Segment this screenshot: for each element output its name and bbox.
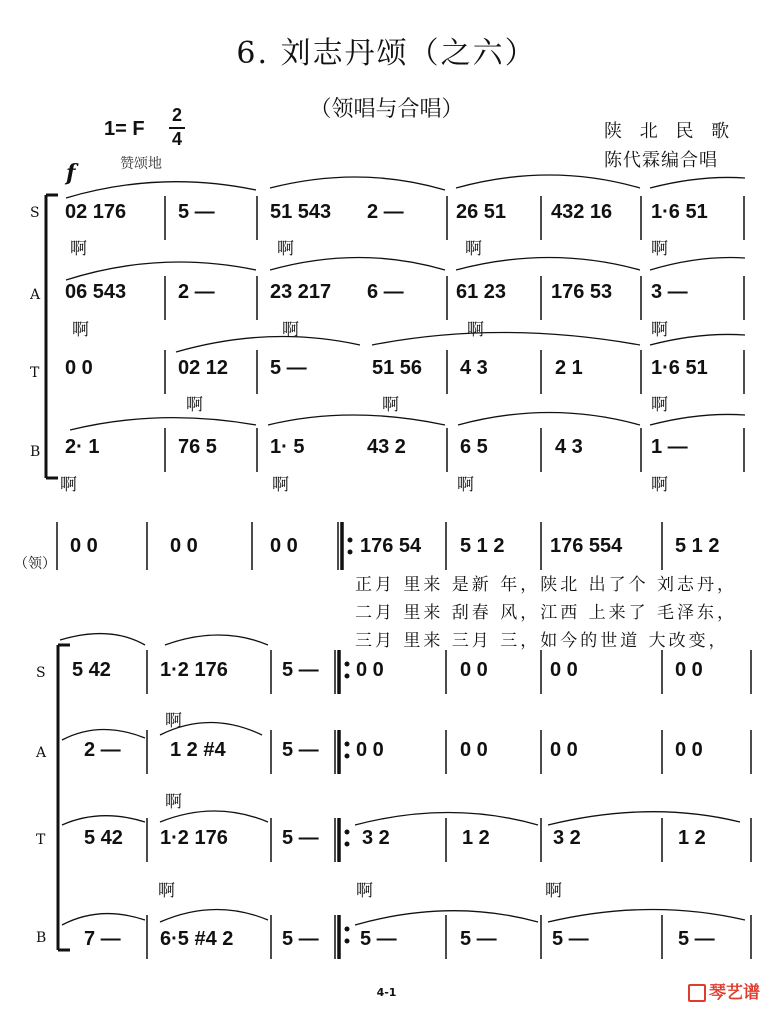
note-group: 5 1 2 [460, 535, 505, 557]
lyric: 啊 [651, 395, 668, 415]
lyric: 啊 [72, 320, 89, 340]
note-group: 5 — [282, 739, 319, 761]
note-group: 0 0 [675, 659, 703, 681]
note-group: 26 51 [456, 201, 507, 223]
note-group: 0 0 [270, 535, 298, 557]
note-group: 02 176 [65, 201, 127, 223]
lyric: 啊 [165, 792, 182, 812]
note-group: 2 — [84, 739, 121, 761]
note-group: 1· 5 [270, 436, 305, 458]
note-group: 0 0 [460, 659, 488, 681]
note-group: 5 — [678, 928, 715, 950]
note-group: 0 0 [550, 659, 578, 681]
page-number: 4-1 [376, 986, 397, 999]
lyric: 啊 [356, 881, 373, 901]
note-group: 1·2 176 [160, 827, 228, 849]
lyric: 啊 [467, 320, 484, 340]
verse-3: 三月 里来 三月 三，如今的世道 大改变， [355, 631, 729, 651]
note-group: 5 — [460, 928, 497, 950]
note-group: 2 1 [555, 357, 583, 379]
note-group: 5 — [552, 928, 589, 950]
note-group: 0 0 [356, 739, 384, 761]
part-label-t1: T [30, 365, 40, 381]
note-group: 2 — [367, 201, 404, 223]
note-group: 1·6 51 [651, 357, 708, 379]
time-signature-top: 2 [172, 105, 183, 125]
lyric: 啊 [651, 320, 668, 340]
note-group: 0 0 [170, 535, 198, 557]
note-group: 1 2 [462, 827, 490, 849]
song-title: 6. 刘志丹颂（之六） [236, 36, 537, 71]
lyric: 啊 [60, 475, 77, 495]
note-group: 06 543 [65, 281, 127, 303]
lyric: 啊 [651, 239, 668, 259]
note-group: 3 2 [362, 827, 390, 849]
note-group: 02 12 [178, 357, 229, 379]
note-group: 0 0 [460, 739, 488, 761]
lyric: 啊 [70, 239, 87, 259]
part-label-a2: A [36, 745, 47, 761]
note-group: 23 217 [270, 281, 332, 303]
part-label-b1: B [30, 444, 41, 460]
lyric: 啊 [651, 475, 668, 495]
note-group: 2 — [178, 281, 215, 303]
note-group: 5 42 [72, 659, 111, 681]
note-group: 0 0 [70, 535, 98, 557]
credit-origin: 陕 北 民 歌 [604, 121, 736, 142]
part-label-lead: （领） [14, 556, 56, 572]
note-group: 176 54 [360, 535, 422, 557]
note-group: 3 — [651, 281, 688, 303]
note-group: 4 3 [555, 436, 583, 458]
lyric: 啊 [165, 711, 182, 731]
site-logo[interactable] [688, 978, 760, 1003]
note-group: 5 — [178, 201, 215, 223]
note-group: 5 1 2 [675, 535, 720, 557]
logo-text: 琴艺谱 [709, 983, 760, 1003]
lyric: 啊 [186, 395, 203, 415]
lyric: 啊 [465, 239, 482, 259]
note-group: 61 23 [456, 281, 507, 303]
note-group: 5 — [282, 659, 319, 681]
note-group: 0 0 [675, 739, 703, 761]
time-signature-bottom: 4 [172, 129, 183, 149]
part-label-t2: T [36, 832, 46, 848]
note-group: 6·5 #4 2 [160, 928, 234, 950]
note-group: 51 56 [372, 357, 423, 379]
lyric: 啊 [457, 475, 474, 495]
note-group: 6 5 [460, 436, 488, 458]
lyric: 啊 [272, 475, 289, 495]
note-group: 1 2 [678, 827, 706, 849]
key-signature: 1= F [104, 118, 145, 140]
lyric: 啊 [382, 395, 399, 415]
note-group: 1·2 176 [160, 659, 228, 681]
note-group: 76 5 [178, 436, 217, 458]
note-group: 1 — [651, 436, 688, 458]
note-group: 51 543 [270, 201, 332, 223]
part-label-s2: S [36, 665, 46, 681]
song-subtitle: （领唱与合唱） [309, 97, 464, 122]
lyric: 啊 [282, 320, 299, 340]
credit-arranger: 陈代霖编合唱 [604, 150, 718, 171]
note-group: 176 53 [551, 281, 613, 303]
lyric: 啊 [158, 881, 175, 901]
part-label-a1: A [30, 287, 41, 303]
note-group: 0 0 [356, 659, 384, 681]
note-group: 5 — [282, 827, 319, 849]
note-group: 5 — [360, 928, 397, 950]
note-group: 0 0 [550, 739, 578, 761]
note-group: 5 — [270, 357, 307, 379]
note-group: 1·6 51 [651, 201, 708, 223]
note-group: 3 2 [553, 827, 581, 849]
lyric: 啊 [545, 881, 562, 901]
note-group: 4 3 [460, 357, 488, 379]
note-group: 5 42 [84, 827, 123, 849]
lyric: 啊 [277, 239, 294, 259]
note-group: 5 — [282, 928, 319, 950]
part-label-b2: B [36, 930, 47, 946]
note-group: 2· 1 [65, 436, 100, 458]
note-group: 6 — [367, 281, 404, 303]
note-group: 7 — [84, 928, 121, 950]
logo-icon [688, 984, 706, 1002]
part-label-s1: S [30, 205, 40, 221]
verse-2: 二月 里来 刮春 风，江西 上来了 毛泽东， [355, 603, 738, 623]
note-group: 1 2 #4 [170, 739, 226, 761]
note-group: 432 16 [551, 201, 613, 223]
note-group: 43 2 [367, 436, 406, 458]
dynamic-marking: f [66, 160, 76, 186]
tempo-marking: 赞颂地 [120, 156, 162, 172]
note-group: 176 554 [550, 535, 623, 557]
note-group: 0 0 [65, 357, 93, 379]
verse-1: 正月 里来 是新 年，陕北 出了个 刘志丹， [355, 575, 738, 595]
